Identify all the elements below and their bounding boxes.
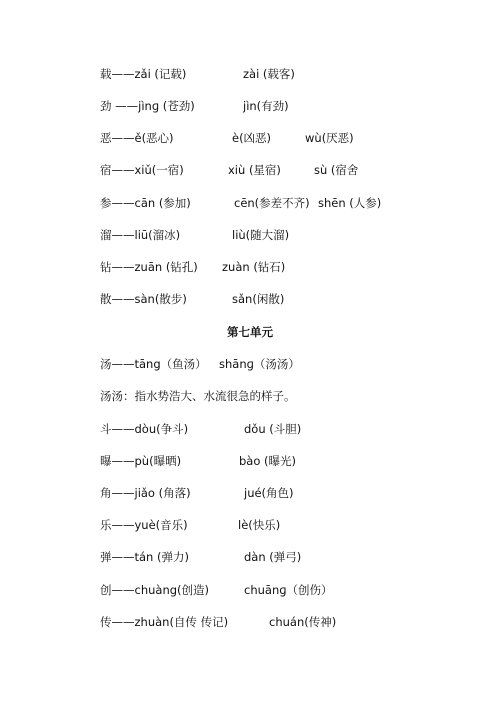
line-segment: cēn(参差不齐) <box>234 196 310 210</box>
line-segment: 角——jiǎo (角落) <box>100 486 191 500</box>
line-segment: liù(随大溜) <box>232 228 290 242</box>
line-segment: 弹——tán (弹力) <box>100 550 189 564</box>
line-segment: 溜——liū(溜冰) <box>100 228 181 242</box>
line-segment: 恶——ě(恶心) <box>100 131 174 145</box>
line-segment: 参——cān (参加) <box>100 196 191 210</box>
line-segment: xiù (星宿) <box>228 163 281 177</box>
text-line <box>0 421 500 439</box>
text-line <box>0 130 500 148</box>
text-line <box>0 66 500 84</box>
line-segment: 汤——tāng（鱼汤） <box>100 357 207 371</box>
line-segment: lè(快乐) <box>238 518 281 532</box>
line-segment: sù (宿舍 <box>314 163 359 177</box>
line-segment: jué(角色) <box>244 486 294 500</box>
line-segment: chuānɡ（创伤） <box>244 583 333 597</box>
text-line <box>0 388 500 406</box>
line-segment: jìn(有劲) <box>243 99 289 113</box>
text-line <box>0 356 500 374</box>
line-segment: 散——sàn(散步) <box>100 292 187 306</box>
line-segment: 斗——dòu(争斗) <box>100 422 189 436</box>
line-segment: 钻——zuān (钻孔) <box>100 260 198 274</box>
text-line <box>0 259 500 277</box>
line-segment: chuán(传神) <box>269 615 337 629</box>
text-line <box>0 291 500 309</box>
text-line <box>0 195 500 213</box>
text-line <box>0 227 500 245</box>
section-heading: 第七单元 <box>227 325 273 339</box>
line-segment: bào (曝光) <box>239 454 297 468</box>
line-segment: 宿——xiǔ(一宿) <box>100 163 184 177</box>
line-segment: shānɡ（汤汤） <box>219 357 300 371</box>
line-segment: sǎn(闲散) <box>232 292 285 306</box>
line-segment: zài (载客) <box>243 67 295 81</box>
line-segment: 劲 ——jìnɡ (苍劲) <box>100 99 195 113</box>
text-line <box>0 162 500 180</box>
text-line <box>0 582 500 600</box>
text-line <box>0 453 500 471</box>
text-line <box>0 614 500 632</box>
text-line <box>0 549 500 567</box>
line-segment: è(凶恶) <box>232 131 272 145</box>
line-segment: wù(厌恶) <box>305 131 354 145</box>
line-segment: 曝——pù(曝晒) <box>100 454 182 468</box>
text-line <box>0 98 500 116</box>
text-line <box>0 517 500 535</box>
line-segment: 载——zǎi (记载) <box>100 67 187 81</box>
line-segment: dǒu (斗胆) <box>244 422 302 436</box>
line-segment: dàn (弹弓) <box>244 550 302 564</box>
line-segment: zuàn (钻石) <box>222 260 286 274</box>
text-line <box>0 485 500 503</box>
line-segment: 传——zhuàn(自传 传记) <box>100 615 229 629</box>
line-segment: 汤汤：指水势浩大、水流很急的样子。 <box>100 389 296 403</box>
line-segment: 创——chuàng(创造) <box>100 583 210 597</box>
line-segment: 乐——yuè(音乐) <box>100 518 188 532</box>
line-segment: shēn (人参) <box>318 196 382 210</box>
